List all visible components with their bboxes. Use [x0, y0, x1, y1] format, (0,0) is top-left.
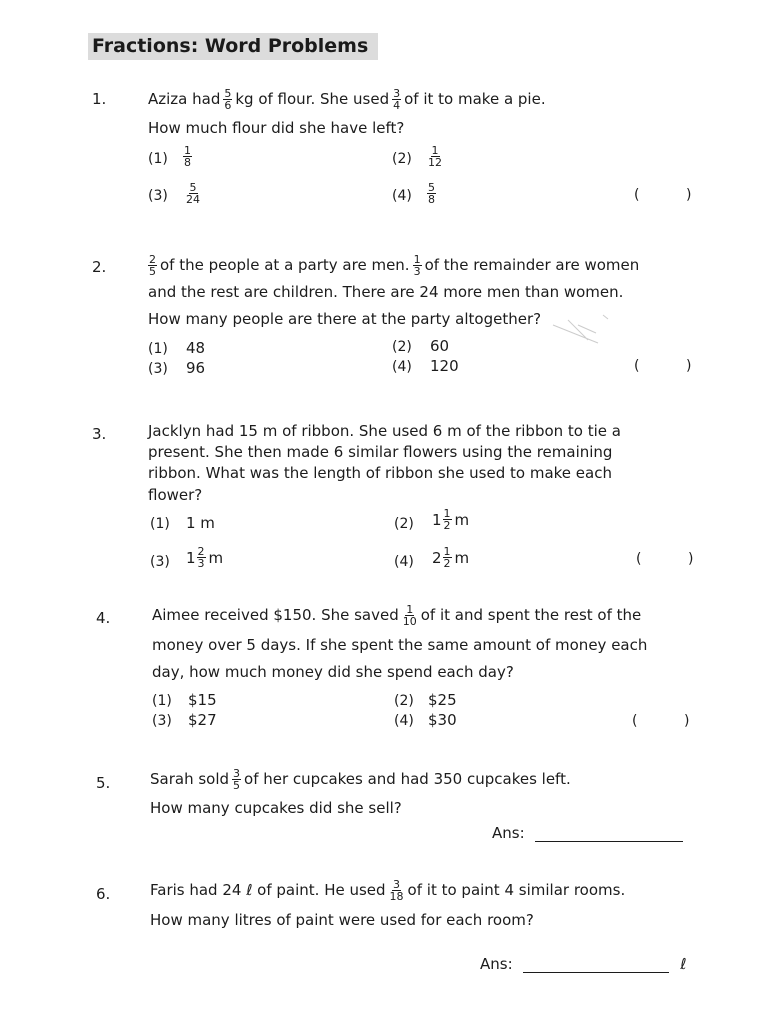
question-number: 2.	[92, 258, 107, 276]
answer-area	[480, 955, 686, 973]
answer-blank[interactable]	[535, 827, 683, 842]
numerator: 3	[393, 878, 401, 891]
numerator: 1	[406, 603, 414, 616]
text-fragment: Aimee received $150. She saved	[152, 606, 399, 624]
numerator: 1	[443, 545, 451, 558]
answer-bracket-open: (	[632, 713, 638, 729]
option-value	[424, 182, 439, 205]
answer-blank[interactable]	[523, 958, 669, 973]
question-number: 3.	[92, 425, 107, 443]
denominator: 24	[186, 193, 200, 206]
question-text-line4: flower?	[148, 486, 203, 504]
option-label: (3)	[148, 188, 168, 204]
denominator: 2	[443, 557, 451, 570]
option-value: 96	[186, 359, 206, 377]
numerator: 3	[393, 87, 401, 100]
question-number: 4.	[96, 609, 111, 627]
option-value: 1 m	[186, 514, 215, 532]
numerator: 3	[233, 767, 241, 780]
question-text	[150, 879, 625, 902]
text-fragment: of it to paint 4 similar rooms.	[407, 881, 626, 899]
answer-bracket-close: )	[688, 551, 694, 567]
question-text-line3: day, how much money did she spend each day?	[152, 663, 514, 681]
denominator: 5	[233, 779, 241, 792]
question-text	[152, 604, 641, 627]
option-label: (2)	[394, 516, 414, 532]
denominator: 6	[224, 99, 232, 112]
fraction	[148, 254, 157, 277]
option-label: (1)	[152, 693, 172, 709]
question-text-line2: money over 5 days. If she spent the same amount of money each	[152, 636, 648, 654]
denominator: 3	[197, 557, 205, 570]
denominator: 8	[428, 193, 435, 206]
question-text	[148, 88, 546, 111]
option-label: (3)	[152, 713, 172, 729]
answer-bracket-close: )	[686, 358, 692, 374]
numerator: 1	[413, 253, 421, 266]
option-value	[186, 546, 223, 569]
numerator: 5	[224, 87, 232, 100]
option-value: $15	[188, 691, 217, 709]
denominator: 3	[413, 265, 421, 278]
answer-bracket-open: (	[636, 551, 642, 567]
denominator: 5	[149, 265, 156, 278]
numerator: 1	[431, 144, 439, 157]
fraction	[413, 254, 422, 277]
denominator: 18	[389, 890, 404, 903]
answer-bracket-close: )	[684, 713, 690, 729]
option-label: (1)	[148, 151, 168, 167]
fraction	[402, 604, 418, 627]
fraction	[392, 88, 401, 111]
option-value	[182, 182, 204, 205]
denominator: 10	[402, 615, 417, 628]
question-text	[150, 768, 571, 791]
option-label: (1)	[148, 341, 168, 357]
numerator: 5	[428, 181, 435, 194]
text-fragment: Sarah sold	[150, 770, 230, 788]
fraction	[389, 879, 405, 902]
numerator: 2	[197, 545, 205, 558]
option-value: $27	[188, 711, 217, 729]
denominator: 4	[393, 99, 401, 112]
answer-label: Ans:	[492, 824, 525, 842]
option-label: (2)	[394, 693, 414, 709]
option-value	[180, 145, 195, 168]
text-fragment: of the remainder are women	[424, 256, 640, 274]
question-text-line2: How many cupcakes did she sell?	[150, 799, 402, 817]
numerator: 1	[184, 144, 191, 157]
option-value	[424, 145, 446, 168]
text-fragment: Faris had 24 ℓ of paint. He used	[150, 881, 386, 899]
text-fragment: of the people at a party are men.	[160, 256, 410, 274]
question-text-line2: How many litres of paint were used for each room?	[150, 911, 534, 929]
answer-bracket-open: (	[634, 358, 640, 374]
denominator: 8	[184, 156, 191, 169]
option-value: $30	[428, 711, 457, 729]
worksheet-title: Fractions: Word Problems	[88, 33, 378, 60]
option-value: $25	[428, 691, 457, 709]
option-value: 48	[186, 339, 206, 357]
text-fragment: Aziza had	[148, 90, 221, 108]
question-text-line3: ribbon. What was the length of ribbon she used to make each	[148, 464, 612, 482]
option-label: (4)	[392, 188, 412, 204]
numerator: 5	[189, 181, 197, 194]
option-label: (2)	[392, 151, 412, 167]
numerator: 2	[149, 253, 156, 266]
option-value: 60	[430, 337, 450, 355]
unit: m	[454, 510, 470, 529]
pencil-smudge	[548, 305, 618, 350]
whole-number: 1	[186, 548, 196, 567]
numerator: 1	[443, 507, 451, 520]
answer-bracket-open: (	[634, 187, 640, 203]
denominator: 2	[443, 519, 451, 532]
option-label: (4)	[394, 713, 414, 729]
whole-number: 1	[432, 510, 442, 529]
text-fragment: of her cupcakes and had 350 cupcakes left.	[244, 770, 571, 788]
answer-label: Ans:	[480, 955, 513, 973]
question-text-line2: present. She then made 6 similar flowers using the remaining	[148, 443, 613, 461]
whole-number: 2	[432, 548, 442, 567]
text-fragment: of it and spent the rest of the	[420, 606, 642, 624]
answer-area	[492, 824, 683, 842]
fraction	[232, 768, 241, 791]
option-value: 120	[430, 357, 459, 375]
answer-bracket-close: )	[686, 187, 692, 203]
question-number: 1.	[92, 90, 107, 108]
question-text-line3: How many people are there at the party altogether?	[148, 310, 542, 328]
question-text-line1: Jacklyn had 15 m of ribbon. She used 6 m of the ribbon to tie a	[148, 422, 621, 440]
option-value	[432, 546, 469, 569]
question-text-line2: and the rest are children. There are 24 more men than women.	[148, 283, 624, 301]
option-label: (3)	[148, 361, 168, 377]
text-fragment: kg of flour. She used	[235, 90, 390, 108]
unit: m	[208, 548, 224, 567]
option-label: (2)	[392, 339, 412, 355]
question-number: 5.	[96, 774, 111, 792]
text-fragment: of it to make a pie.	[404, 90, 546, 108]
option-label: (1)	[150, 516, 170, 532]
option-label: (4)	[392, 359, 412, 375]
denominator: 12	[428, 156, 442, 169]
question-text	[148, 254, 639, 277]
unit: m	[454, 548, 470, 567]
option-label: (3)	[150, 554, 170, 570]
question-number: 6.	[96, 885, 111, 903]
fraction	[223, 88, 232, 111]
option-value	[432, 508, 469, 531]
unit-label: ℓ	[680, 955, 687, 973]
question-text-line2: How much flour did she have left?	[148, 119, 405, 137]
option-label: (4)	[394, 554, 414, 570]
